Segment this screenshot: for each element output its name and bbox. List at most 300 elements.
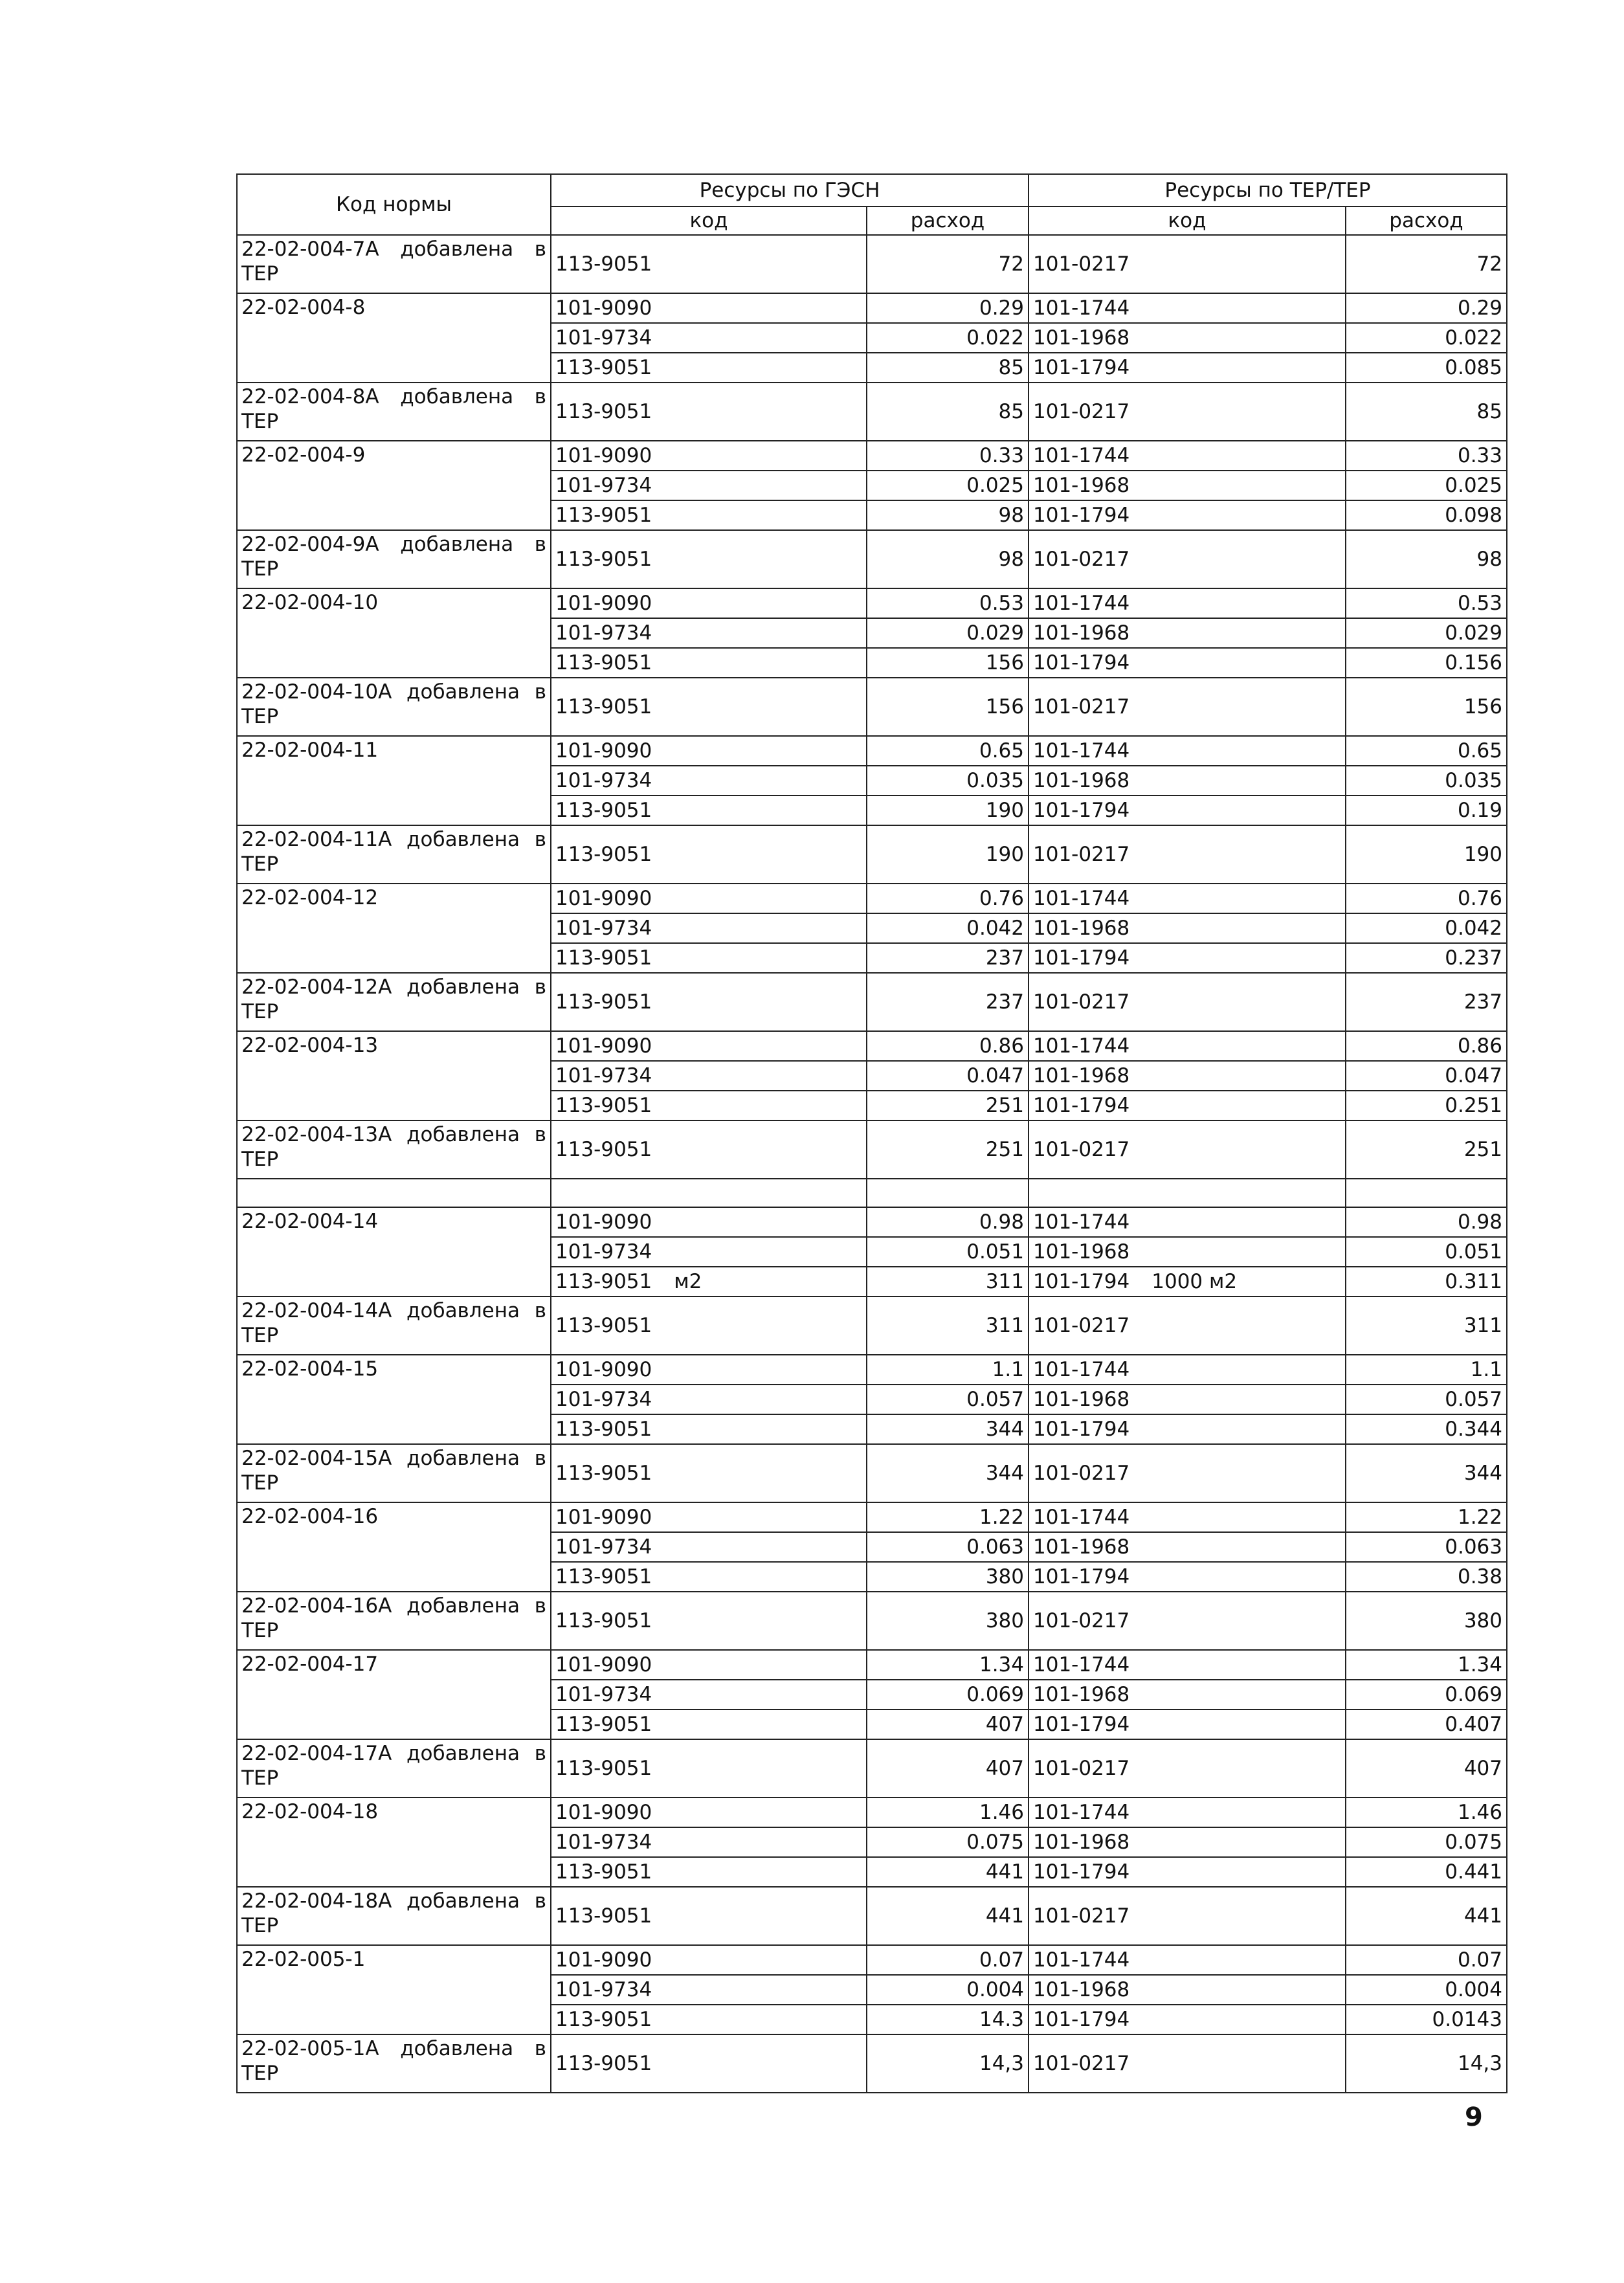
- norm-code-cell: [237, 678, 551, 736]
- ter-rate-cell: 0.407: [1346, 1709, 1507, 1739]
- gesn-rate-cell: 251: [867, 1120, 1029, 1179]
- table-row: [237, 678, 1507, 736]
- gesn-code: 113-9051: [555, 1314, 652, 1337]
- ter-code: 101-1968: [1033, 326, 1130, 350]
- ter-code: 101-1744: [1033, 1948, 1130, 1972]
- table-row: [237, 1297, 1507, 1355]
- ter-code: 101-1794: [1033, 2008, 1130, 2031]
- ter-code: 101-1744: [1033, 1358, 1130, 1381]
- table-row: [237, 884, 1507, 913]
- ter-code-cell: [1029, 1680, 1346, 1709]
- norm-code-cell: [237, 383, 551, 441]
- norm-code-cell: [237, 973, 551, 1031]
- header-gesn-code: код: [551, 206, 867, 235]
- added-note: добавлена в ТЕР: [241, 1447, 547, 1495]
- ter-code-cell: [1029, 1444, 1346, 1502]
- ter-code: 101-1968: [1033, 917, 1130, 940]
- gesn-code-cell: [551, 648, 867, 678]
- ter-rate-cell: 0.311: [1346, 1267, 1507, 1297]
- ter-code-cell: [1029, 1297, 1346, 1355]
- gesn-code: 113-9051: [555, 356, 652, 379]
- gesn-code: 113-9051: [555, 695, 652, 718]
- gesn-rate-cell: 156: [867, 678, 1029, 736]
- gesn-code: 113-9051: [555, 843, 652, 866]
- ter-code-cell: [1029, 678, 1346, 736]
- norm-code: 22-02-004-12А: [241, 975, 392, 999]
- gesn-code-cell: [551, 678, 867, 736]
- gesn-code: 101-9734: [555, 1535, 652, 1559]
- gesn-code: 101-9090: [555, 1506, 652, 1529]
- gesn-rate-cell: 0.07: [867, 1945, 1029, 1975]
- gesn-rate-cell: 1.46: [867, 1798, 1029, 1827]
- gesn-rate-cell: 98: [867, 530, 1029, 588]
- norm-code-cell: [237, 736, 551, 825]
- table-row: [237, 825, 1507, 884]
- gesn-code-cell: [551, 1031, 867, 1061]
- added-note: добавлена в ТЕР: [241, 1889, 547, 1937]
- norm-code: 22-02-004-18А: [241, 1889, 392, 1913]
- gesn-rate-cell: 441: [867, 1887, 1029, 1945]
- ter-code-cell: [1029, 588, 1346, 618]
- gesn-rate-cell: 0.051: [867, 1237, 1029, 1267]
- gesn-code-cell: [551, 2034, 867, 2093]
- ter-rate-cell: 0.057: [1346, 1385, 1507, 1414]
- gesn-rate-cell: 190: [867, 825, 1029, 884]
- table-row: [237, 1887, 1507, 1945]
- ter-rate-cell: 0.53: [1346, 588, 1507, 618]
- gesn-code: 101-9734: [555, 621, 652, 645]
- empty-cell: [551, 1179, 867, 1207]
- ter-rate-cell: 0.085: [1346, 353, 1507, 383]
- table-row: [237, 1739, 1507, 1798]
- empty-cell: [1029, 1179, 1346, 1207]
- gesn-code-cell: [551, 1739, 867, 1798]
- norm-code-cell: [237, 1798, 551, 1887]
- ter-code: 101-1794: [1033, 1418, 1130, 1441]
- norm-code-cell: [237, 1739, 551, 1798]
- added-note: добавлена в ТЕР: [241, 1299, 547, 1347]
- ter-code-cell: [1029, 1091, 1346, 1120]
- ter-code-cell: [1029, 796, 1346, 825]
- ter-rate-cell: 441: [1346, 1887, 1507, 1945]
- gesn-rate-cell: 0.057: [867, 1385, 1029, 1414]
- ter-rate-cell: 311: [1346, 1297, 1507, 1355]
- gesn-code-cell: [551, 1798, 867, 1827]
- norm-code-line: [241, 1122, 546, 1172]
- ter-code: 101-1968: [1033, 1388, 1130, 1411]
- gesn-code: 101-9734: [555, 1064, 652, 1087]
- added-note: добавлена в ТЕР: [241, 385, 547, 433]
- added-note: добавлена в ТЕР: [241, 1742, 547, 1790]
- gesn-code: 113-9051: [555, 651, 652, 674]
- gesn-code-cell: [551, 1650, 867, 1680]
- ter-code-cell: [1029, 500, 1346, 530]
- ter-code-cell: [1029, 766, 1346, 796]
- ter-rate-cell: 156: [1346, 678, 1507, 736]
- norm-code: 22-02-004-13: [241, 1034, 379, 1057]
- gesn-code: 101-9090: [555, 444, 652, 467]
- norm-code-line: [241, 1446, 546, 1495]
- ter-rate-cell: 0.042: [1346, 913, 1507, 943]
- norm-code-line: [241, 384, 546, 434]
- norm-code-cell: [237, 2034, 551, 2093]
- gesn-rate-cell: 237: [867, 973, 1029, 1031]
- gesn-code-cell: [551, 1120, 867, 1179]
- gesn-code-cell: [551, 1207, 867, 1237]
- ter-code-cell: [1029, 1975, 1346, 2005]
- gesn-rate-cell: 344: [867, 1414, 1029, 1444]
- ter-rate-cell: 0.156: [1346, 648, 1507, 678]
- ter-code-cell: [1029, 973, 1346, 1031]
- norm-code-line: [241, 1741, 546, 1790]
- gesn-code: 113-9051: [555, 2008, 652, 2031]
- gesn-rate-cell: 72: [867, 235, 1029, 293]
- norm-code-line: [241, 237, 546, 286]
- ter-code-cell: [1029, 1650, 1346, 1680]
- ter-code-cell: [1029, 1945, 1346, 1975]
- ter-rate-cell: 0.19: [1346, 796, 1507, 825]
- ter-rate-cell: 0.063: [1346, 1532, 1507, 1562]
- gesn-code: 113-9051: [555, 990, 652, 1014]
- ter-code-cell: [1029, 1562, 1346, 1592]
- gesn-code-cell: [551, 293, 867, 323]
- ter-code-cell: [1029, 1385, 1346, 1414]
- norm-code: 22-02-004-12: [241, 886, 379, 909]
- norm-code: 22-02-004-18: [241, 1800, 379, 1823]
- norm-code-line: [241, 827, 546, 876]
- gesn-code-cell: [551, 1414, 867, 1444]
- gesn-code-cell: [551, 1709, 867, 1739]
- ter-code: 101-1794: [1033, 1094, 1130, 1117]
- ter-rate-cell: 0.237: [1346, 943, 1507, 973]
- gesn-code: 101-9734: [555, 1240, 652, 1264]
- added-note: добавлена в ТЕР: [241, 975, 547, 1023]
- ter-code: 101-0217: [1033, 843, 1130, 866]
- gesn-code-cell: [551, 1297, 867, 1355]
- ter-code: 101-0217: [1033, 1757, 1130, 1780]
- ter-code-cell: [1029, 648, 1346, 678]
- ter-code: 101-0217: [1033, 252, 1130, 276]
- empty-cell: [237, 1179, 551, 1207]
- norm-code-cell: [237, 1945, 551, 2034]
- norm-code-cell: [237, 1120, 551, 1179]
- gesn-rate-cell: 0.069: [867, 1680, 1029, 1709]
- ter-code: 101-1968: [1033, 1064, 1130, 1087]
- gesn-code: 113-9051: [555, 1609, 652, 1632]
- ter-rate-cell: 0.098: [1346, 500, 1507, 530]
- ter-code: 101-1794: [1033, 1713, 1130, 1736]
- added-note: добавлена в ТЕР: [241, 2037, 547, 2085]
- ter-code: 101-1744: [1033, 887, 1130, 910]
- gesn-code: 101-9090: [555, 1358, 652, 1381]
- gesn-code-cell: [551, 1061, 867, 1091]
- gesn-code: 101-9090: [555, 592, 652, 615]
- gesn-rate-cell: 85: [867, 383, 1029, 441]
- gesn-code-cell: [551, 530, 867, 588]
- ter-rate-cell: 0.0143: [1346, 2005, 1507, 2034]
- norm-code-line: [241, 1594, 546, 1643]
- ter-code-cell: [1029, 1355, 1346, 1385]
- gesn-code-cell: [551, 500, 867, 530]
- ter-code-cell: [1029, 1061, 1346, 1091]
- ter-code-cell: [1029, 293, 1346, 323]
- gesn-code: 101-9090: [555, 1801, 652, 1824]
- added-note: добавлена в ТЕР: [241, 533, 547, 581]
- ter-code: 101-0217: [1033, 1904, 1130, 1928]
- gesn-code-cell: [551, 1975, 867, 2005]
- ter-rate-cell: 0.86: [1346, 1031, 1507, 1061]
- gesn-code-cell: [551, 383, 867, 441]
- resources-table: [236, 173, 1507, 2093]
- ter-code: 101-1744: [1033, 444, 1130, 467]
- norm-code: 22-02-004-9: [241, 443, 366, 467]
- table-header: [237, 174, 1507, 235]
- gesn-code: 113-9051: [555, 1462, 652, 1485]
- norm-code-line: [241, 1298, 546, 1348]
- ter-code: 101-1968: [1033, 474, 1130, 497]
- gesn-code-cell: [551, 1592, 867, 1650]
- ter-code-cell: [1029, 1267, 1346, 1297]
- gesn-code-cell: [551, 1532, 867, 1562]
- table-row: [237, 1031, 1507, 1061]
- gesn-code: 113-9051: [555, 400, 652, 423]
- norm-code: 22-02-004-15А: [241, 1447, 392, 1470]
- gesn-code-cell: [551, 1945, 867, 1975]
- ter-code: 101-0217: [1033, 1138, 1130, 1161]
- header-ter-resources: Ресурсы по ТЕР/ТЕР: [1029, 174, 1507, 206]
- ter-code-cell: [1029, 1592, 1346, 1650]
- gesn-code: 101-9734: [555, 474, 652, 497]
- gesn-code: 101-9734: [555, 326, 652, 350]
- ter-rate-cell: 14,3: [1346, 2034, 1507, 2093]
- table-row: [237, 1120, 1507, 1179]
- ter-rate-cell: 85: [1346, 383, 1507, 441]
- added-note: добавлена в ТЕР: [241, 1123, 547, 1171]
- gesn-code: 113-9051: [555, 1094, 652, 1117]
- ter-code-cell: [1029, 1887, 1346, 1945]
- ter-code-cell: [1029, 530, 1346, 588]
- gesn-code: 113-9051: [555, 799, 652, 822]
- gesn-rate-cell: 0.004: [867, 1975, 1029, 2005]
- ter-rate-cell: 72: [1346, 235, 1507, 293]
- norm-code-line: [241, 1889, 546, 1938]
- norm-code-cell: [237, 1887, 551, 1945]
- gesn-code-cell: [551, 1827, 867, 1857]
- gesn-code-cell: [551, 1562, 867, 1592]
- gesn-rate-cell: 251: [867, 1091, 1029, 1120]
- gesn-code-cell: [551, 618, 867, 648]
- norm-code-cell: [237, 1592, 551, 1650]
- gesn-code: 113-9051: [555, 252, 652, 276]
- ter-code-cell: [1029, 1532, 1346, 1562]
- table-row: [237, 736, 1507, 766]
- table-row: [237, 1592, 1507, 1650]
- norm-code: 22-02-004-16А: [241, 1594, 392, 1618]
- ter-unit: 1000 м2: [1151, 1270, 1238, 1293]
- page-number: 9: [1465, 2102, 1483, 2132]
- ter-rate-cell: 0.022: [1346, 323, 1507, 353]
- gesn-code: 113-9051: [555, 1713, 652, 1736]
- gesn-rate-cell: 0.029: [867, 618, 1029, 648]
- table-row: [237, 441, 1507, 471]
- table-row: [237, 1502, 1507, 1532]
- ter-code-cell: [1029, 441, 1346, 471]
- gesn-code: 113-9051: [555, 1565, 652, 1588]
- ter-code-cell: [1029, 1709, 1346, 1739]
- norm-code-cell: [237, 1444, 551, 1502]
- gesn-code: 101-9734: [555, 1683, 652, 1706]
- ter-rate-cell: 1.46: [1346, 1798, 1507, 1827]
- gesn-rate-cell: 0.042: [867, 913, 1029, 943]
- ter-code-cell: [1029, 913, 1346, 943]
- ter-code: 101-0217: [1033, 1462, 1130, 1485]
- ter-rate-cell: 1.22: [1346, 1502, 1507, 1532]
- ter-code: 101-1744: [1033, 296, 1130, 320]
- norm-code: 22-02-004-14А: [241, 1299, 392, 1322]
- ter-code: 101-0217: [1033, 400, 1130, 423]
- ter-code: 101-1968: [1033, 1683, 1130, 1706]
- norm-code-line: [241, 2036, 546, 2086]
- table-row: [237, 588, 1507, 618]
- added-note: добавлена в ТЕР: [241, 680, 547, 728]
- gesn-code-cell: [551, 235, 867, 293]
- gesn-rate-cell: 311: [867, 1297, 1029, 1355]
- gesn-code: 101-9090: [555, 1210, 652, 1234]
- norm-code-cell: [237, 441, 551, 530]
- gesn-rate-cell: 0.33: [867, 441, 1029, 471]
- gesn-code: 101-9090: [555, 739, 652, 763]
- gesn-code-cell: [551, 1444, 867, 1502]
- ter-code-cell: [1029, 1502, 1346, 1532]
- ter-code-cell: [1029, 235, 1346, 293]
- norm-code: 22-02-004-17А: [241, 1742, 392, 1765]
- gesn-code: 113-9051: [555, 504, 652, 527]
- header-ter-code: код: [1029, 206, 1346, 235]
- gesn-rate-cell: 1.1: [867, 1355, 1029, 1385]
- gesn-rate-cell: 311: [867, 1267, 1029, 1297]
- norm-code: 22-02-005-1А: [241, 2037, 379, 2060]
- ter-rate-cell: 0.035: [1346, 766, 1507, 796]
- ter-code-cell: [1029, 1031, 1346, 1061]
- gesn-code-cell: [551, 588, 867, 618]
- ter-code-cell: [1029, 943, 1346, 973]
- header-gesn-rate: расход: [867, 206, 1029, 235]
- gesn-code-cell: [551, 1267, 867, 1297]
- added-note: добавлена в ТЕР: [241, 1594, 547, 1642]
- ter-code: 101-1794: [1033, 651, 1130, 674]
- table-row: [237, 1355, 1507, 1385]
- gesn-code: 101-9090: [555, 296, 652, 320]
- ter-code: 101-1744: [1033, 1210, 1130, 1234]
- norm-code-line: [241, 680, 546, 729]
- empty-cell: [867, 1179, 1029, 1207]
- ter-code-cell: [1029, 1798, 1346, 1827]
- table-row: [237, 530, 1507, 588]
- ter-code-cell: [1029, 1237, 1346, 1267]
- gesn-code: 101-9090: [555, 1948, 652, 1972]
- norm-code: 22-02-004-8А: [241, 385, 379, 408]
- gesn-code-cell: [551, 2005, 867, 2034]
- gesn-rate-cell: 344: [867, 1444, 1029, 1502]
- table-row: [237, 1207, 1507, 1237]
- ter-rate-cell: 0.65: [1346, 736, 1507, 766]
- ter-code: 101-0217: [1033, 1609, 1130, 1632]
- ter-code: 101-1794: [1033, 1860, 1130, 1884]
- gesn-rate-cell: 0.035: [867, 766, 1029, 796]
- ter-code: 101-1968: [1033, 769, 1130, 792]
- ter-rate-cell: 0.98: [1346, 1207, 1507, 1237]
- gesn-code: 101-9734: [555, 769, 652, 792]
- table-row: [237, 293, 1507, 323]
- gesn-rate-cell: 0.075: [867, 1827, 1029, 1857]
- ter-rate-cell: 0.025: [1346, 471, 1507, 500]
- ter-code-cell: [1029, 1207, 1346, 1237]
- gesn-rate-cell: 14,3: [867, 2034, 1029, 2093]
- gesn-code-cell: [551, 1091, 867, 1120]
- norm-code-cell: [237, 293, 551, 383]
- ter-code-cell: [1029, 618, 1346, 648]
- table-row: [237, 1444, 1507, 1502]
- header-norm-code: Код нормы: [237, 174, 551, 235]
- ter-code-cell: [1029, 884, 1346, 913]
- ter-rate-cell: 0.76: [1346, 884, 1507, 913]
- ter-code: 101-1744: [1033, 1034, 1130, 1058]
- ter-rate-cell: 1.34: [1346, 1650, 1507, 1680]
- table-row: [237, 383, 1507, 441]
- ter-code: 101-1744: [1033, 1801, 1130, 1824]
- ter-code: 101-1794: [1033, 356, 1130, 379]
- ter-code-cell: [1029, 1739, 1346, 1798]
- gesn-rate-cell: 407: [867, 1739, 1029, 1798]
- gesn-code: 101-9734: [555, 1978, 652, 2001]
- norm-code-line: [241, 532, 546, 581]
- norm-code: 22-02-004-10А: [241, 680, 392, 704]
- gesn-code-cell: [551, 1887, 867, 1945]
- ter-code: 101-1744: [1033, 1506, 1130, 1529]
- gesn-code: 113-9051: [555, 946, 652, 970]
- gesn-code-cell: [551, 1237, 867, 1267]
- ter-code: 101-1968: [1033, 1831, 1130, 1854]
- ter-rate-cell: 1.1: [1346, 1355, 1507, 1385]
- gesn-code-cell: [551, 943, 867, 973]
- ter-code: 101-1794: [1033, 504, 1130, 527]
- ter-rate-cell: 0.29: [1346, 293, 1507, 323]
- norm-code-cell: [237, 235, 551, 293]
- gesn-code: 113-9051: [555, 548, 652, 571]
- gesn-code-cell: [551, 1502, 867, 1532]
- gesn-rate-cell: 380: [867, 1562, 1029, 1592]
- gesn-code-cell: [551, 796, 867, 825]
- gesn-code: 101-9090: [555, 887, 652, 910]
- ter-code: 101-0217: [1033, 695, 1130, 718]
- ter-rate-cell: 0.047: [1346, 1061, 1507, 1091]
- ter-code-cell: [1029, 1827, 1346, 1857]
- ter-code-cell: [1029, 1120, 1346, 1179]
- norm-code: 22-02-004-10: [241, 591, 379, 614]
- ter-rate-cell: 0.33: [1346, 441, 1507, 471]
- ter-code-cell: [1029, 323, 1346, 353]
- ter-rate-cell: 0.004: [1346, 1975, 1507, 2005]
- ter-code: 101-0217: [1033, 1314, 1130, 1337]
- gesn-rate-cell: 0.76: [867, 884, 1029, 913]
- table-row: [237, 2034, 1507, 2093]
- ter-code: 101-1968: [1033, 621, 1130, 645]
- ter-code: 101-1968: [1033, 1978, 1130, 2001]
- ter-code-cell: [1029, 1857, 1346, 1887]
- norm-code-cell: [237, 825, 551, 884]
- norm-code: 22-02-004-14: [241, 1210, 379, 1233]
- table-row: [237, 1179, 1507, 1207]
